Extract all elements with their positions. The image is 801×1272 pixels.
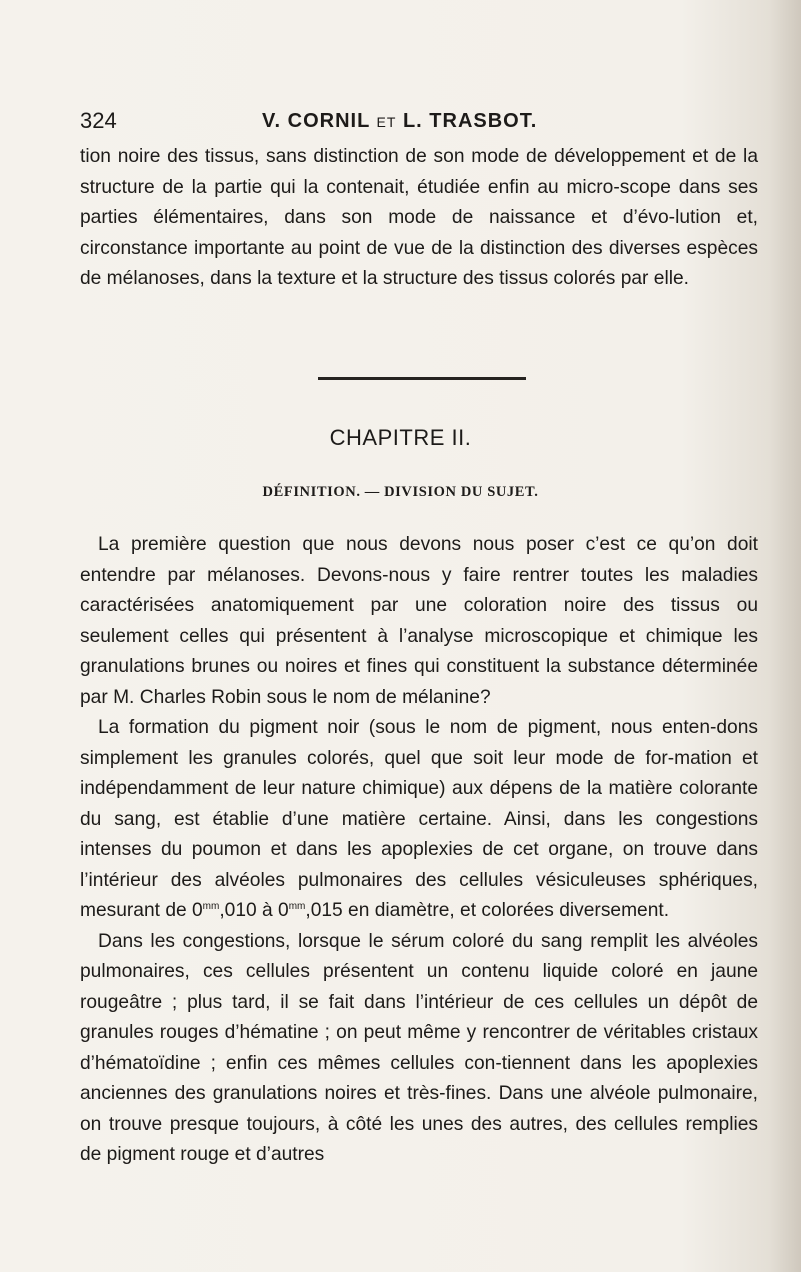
unit-superscript-1: mm xyxy=(202,901,220,912)
author2-name: TRASBOT. xyxy=(429,110,538,132)
author2-initial: L. xyxy=(402,110,423,132)
chapter-body xyxy=(80,530,758,1171)
section-divider xyxy=(318,377,526,380)
intro-paragraph: tion noire des tissus, sans distinction de son mode de développement et de la structure de la partie qui la contenait, étudiée enfin au micro-scope dans ses parties élémentaires, dans son mode de naissance et d’évo-lution et, circonstance importante au point de vue de la distinction des diverses espèces de mélanoses, dans la texture et la structure des tissus colorés par elle. xyxy=(80,146,758,289)
paragraph-2-end: ,015 en diamètre, et colorées diversement. xyxy=(305,900,670,921)
chapter-title: CHAPITRE II. xyxy=(329,425,472,450)
paragraph-2 xyxy=(80,713,758,927)
chapter-subtitle: DÉFINITION. — DIVISION DU SUJET. xyxy=(262,484,539,500)
author1-name: CORNIL xyxy=(287,110,370,132)
running-head xyxy=(80,108,760,138)
paragraph-2-start: La formation du pigment noir (sous le nom de pigment, nous enten-dons simplement les granules colorés, quel que soit leur mode de for-mation et indépendamment de leur nature chimique) aux dépens de la matière colorante du sang, est établie d’une matière certaine. Ainsi, dans les congestions intenses du poumon et dans les apoplexies de cet organe, on trouve dans l’intérieur des alvéoles pulmonaires des cellules vésiculeuses sphériques, mesurant de 0 xyxy=(80,717,758,921)
paragraph-1: La première question que nous devons nous poser c’est ce qu’on doit entendre par mélanoses. Devons-nous y faire rentrer toutes les maladies caractérisées anatomiquement par une coloration noire des tissus ou seulement celles qui présentent à l’analyse microscopique et chimique les granulations brunes ou noires et fines qui constituent la substance déterminée par M. Charles Robin sous le nom de mélanine? xyxy=(80,534,758,708)
page-number: 324 xyxy=(80,108,117,133)
intro-text xyxy=(80,142,758,295)
header-conjunction: ET xyxy=(376,114,397,130)
unit-superscript-2: mm xyxy=(288,901,306,912)
paragraph-2-mid: ,010 à 0 xyxy=(219,900,289,921)
author1-initial: V. xyxy=(262,110,282,132)
paragraph-3: Dans les congestions, lorsque le sérum coloré du sang remplit les alvéoles pulmonaires, ces cellules présentent un contenu liquide coloré en jaune rougeâtre ; plus tard, il se fait dans l’intérieur de ces cellules un dépôt de granules rouges d’hématine ; on peut même y rencontrer de véritables cristaux d’hématoïdine ; enfin ces mêmes cellules con-tiennent dans les apoplexies anciennes des granulations noires et très-fines. Dans une alvéole pulmonaire, on trouve presque toujours, à côté les unes des autres, des cellules remplies de pigment rouge et d’autres xyxy=(80,930,758,1165)
header-authors xyxy=(262,110,537,133)
